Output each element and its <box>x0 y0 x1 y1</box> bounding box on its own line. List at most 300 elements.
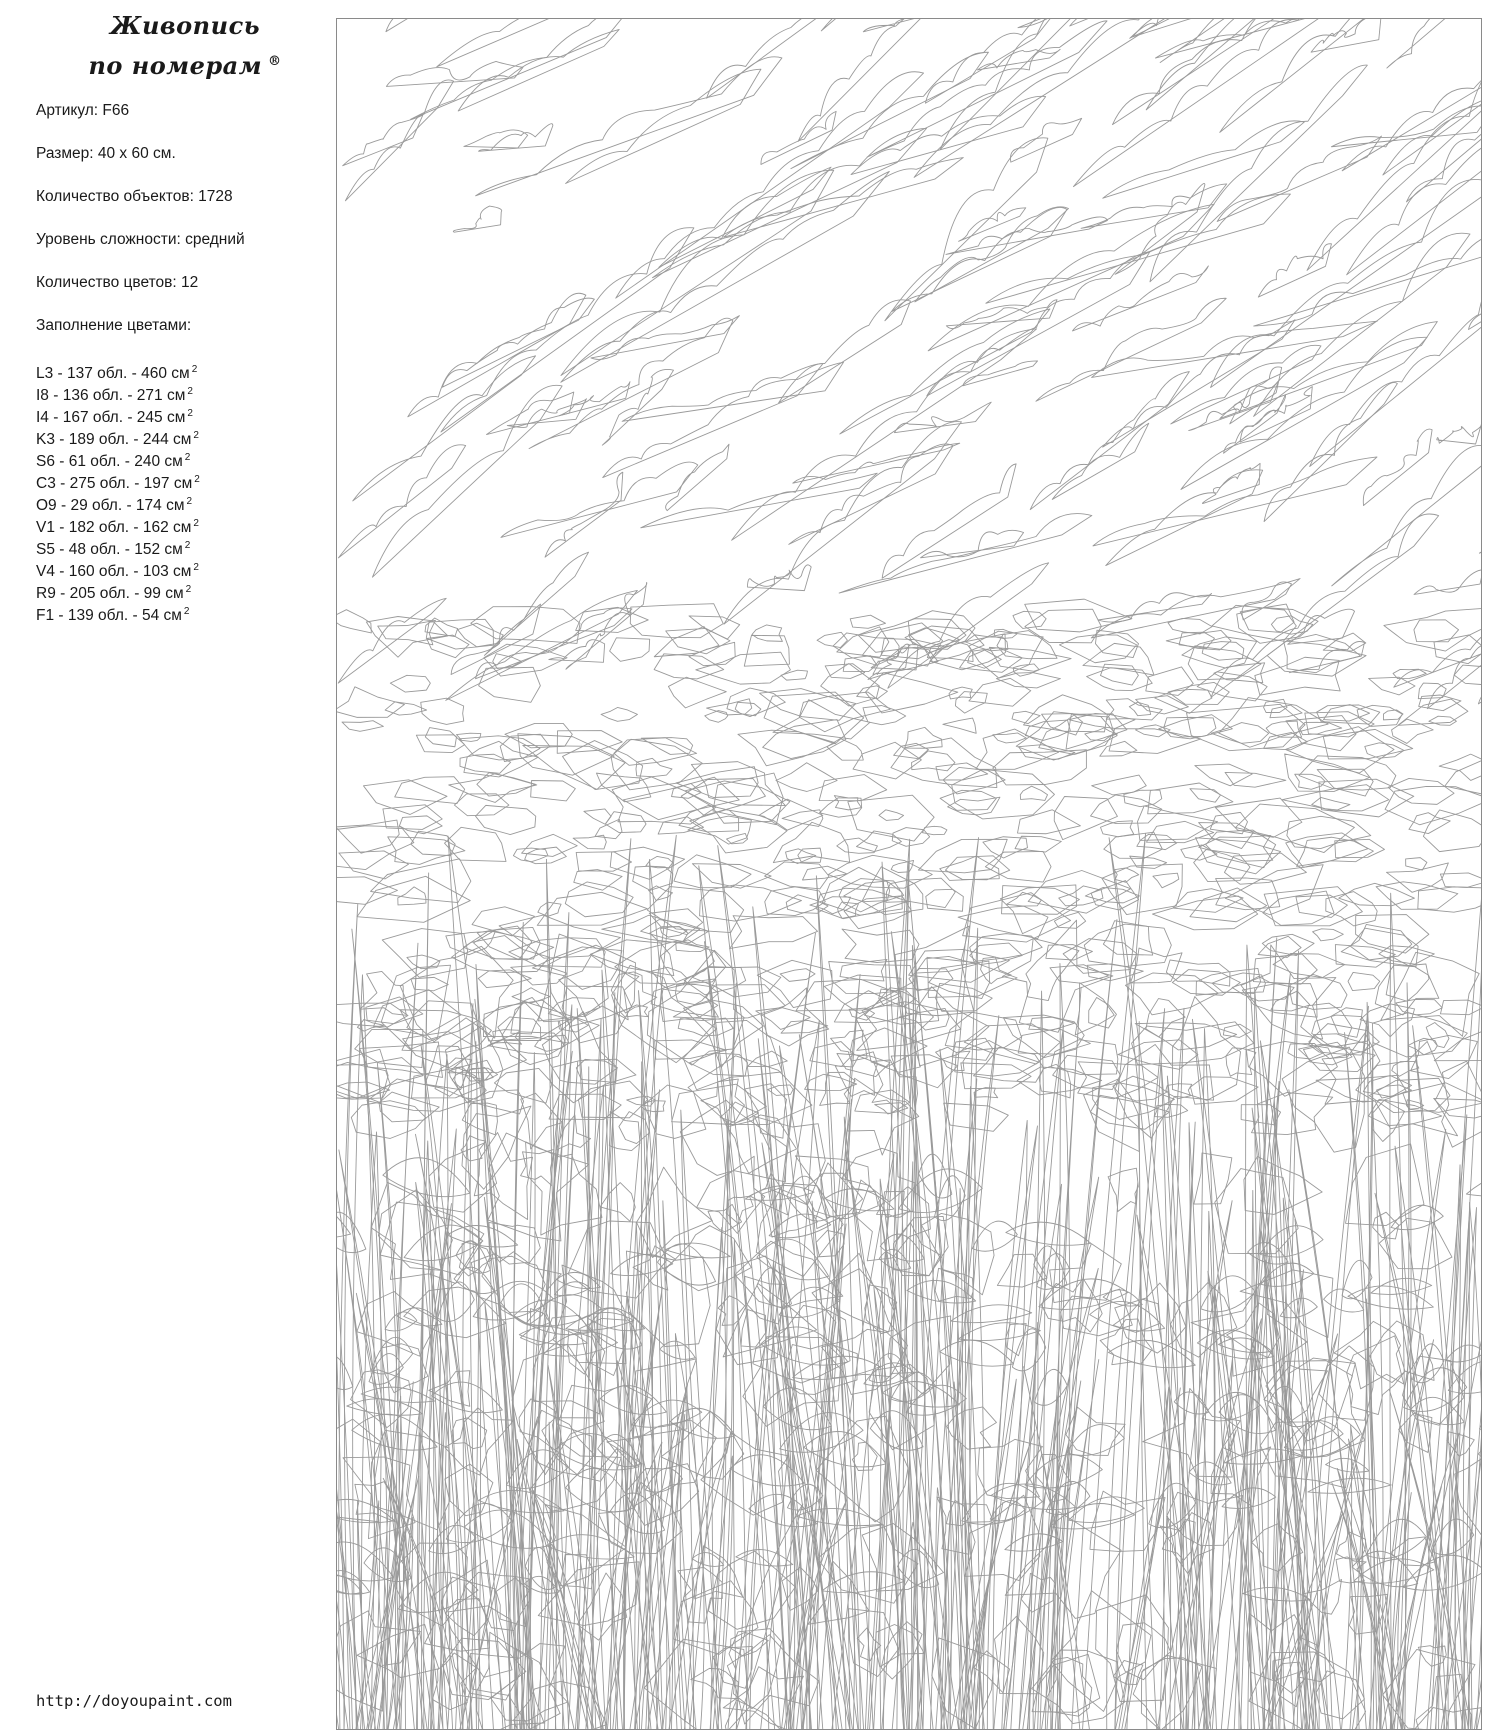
legend-item-sup: 2 <box>184 540 191 551</box>
outline-stroke <box>1466 1173 1481 1197</box>
outline-stroke <box>476 805 536 834</box>
outline-stroke <box>1146 999 1185 1037</box>
website-link[interactable]: http://doyoupaint.com <box>36 1692 232 1710</box>
outline-stroke <box>909 949 1010 982</box>
outline-stroke <box>526 1142 602 1235</box>
outline-stroke <box>601 707 637 721</box>
outline-stroke <box>619 1112 650 1144</box>
outline-stroke <box>1190 888 1267 922</box>
outline-stroke <box>724 422 961 625</box>
outline-stroke <box>342 721 383 732</box>
legend-item-sup: 2 <box>185 584 192 595</box>
legend-item <box>36 469 326 491</box>
outline-stroke <box>360 971 406 1015</box>
outline-stroke <box>360 1042 443 1077</box>
legend-item-text: V4 - 160 обл. - 103 см <box>36 563 192 581</box>
outline-stroke <box>1255 657 1340 695</box>
outline-stroke <box>1224 395 1286 454</box>
outline-stroke <box>337 1003 408 1027</box>
legend-item <box>36 403 326 425</box>
outline-stroke <box>1406 32 1481 202</box>
outline-stroke <box>679 805 739 832</box>
legend-item <box>36 601 326 623</box>
outline-stroke <box>1312 797 1350 810</box>
outline-stroke <box>1018 810 1081 834</box>
outline-stroke <box>915 987 989 1066</box>
outline-stroke <box>1406 858 1427 870</box>
outline-stroke <box>666 628 730 653</box>
outline-stroke <box>1212 973 1265 993</box>
outline-stroke <box>1197 672 1267 701</box>
outline-stroke <box>983 837 1028 858</box>
outline-stroke <box>928 204 1214 351</box>
outline-stroke <box>385 702 427 715</box>
outline-stroke <box>1369 677 1415 695</box>
outline-stroke <box>865 673 957 713</box>
outline-stroke <box>684 983 736 1729</box>
outline-stroke <box>993 1120 1027 1729</box>
legend-item-sup: 2 <box>191 364 198 375</box>
outline-stroke <box>1106 470 1263 566</box>
outline-stroke <box>561 171 890 382</box>
outline-stroke <box>912 751 955 771</box>
registered-mark: ® <box>268 54 282 69</box>
legend-item <box>36 579 326 601</box>
legend-item <box>36 359 326 381</box>
outline-stroke <box>781 670 808 680</box>
outline-stroke <box>1302 1006 1368 1729</box>
outline-stroke <box>773 700 870 739</box>
outline-stroke <box>337 610 371 633</box>
outline-stroke <box>1115 1009 1165 1729</box>
outline-stroke <box>925 19 1053 103</box>
outline-stroke <box>630 604 723 638</box>
outline-stroke <box>1148 783 1233 814</box>
outline-stroke <box>1059 886 1103 906</box>
outline-stroke <box>545 472 623 557</box>
outline-stroke <box>390 675 430 692</box>
outline-stroke <box>779 1287 839 1317</box>
outline-stroke <box>1469 223 1481 330</box>
outline-stroke <box>537 892 647 925</box>
outline-stroke <box>576 607 649 632</box>
outline-stroke <box>915 207 1069 302</box>
outline-stroke <box>1130 19 1297 38</box>
outline-stroke <box>691 1668 738 1698</box>
outline-stroke <box>566 69 761 183</box>
outline-stroke <box>1018 1028 1090 1054</box>
legend-item-text: R9 - 205 обл. - 99 см <box>36 585 184 603</box>
outline-stroke <box>565 882 633 917</box>
outline-stroke <box>915 956 976 973</box>
outline-stroke <box>1073 266 1209 331</box>
outline-stroke <box>549 945 636 1043</box>
outline-stroke <box>411 977 448 990</box>
legend-item <box>36 491 326 513</box>
outline-stroke <box>1010 118 1081 162</box>
outline-stroke <box>948 797 1000 815</box>
outline-stroke <box>1414 1115 1467 1729</box>
outline-stroke <box>1323 633 1366 651</box>
outline-stroke <box>1454 665 1481 685</box>
outline-stroke <box>532 947 622 990</box>
outline-stroke <box>741 1310 766 1347</box>
outline-stroke <box>1155 19 1404 58</box>
outline-stroke <box>441 228 694 432</box>
outline-stroke <box>946 300 1057 329</box>
legend-item-sup: 2 <box>193 518 199 529</box>
outline-stroke <box>1103 320 1295 447</box>
outline-stroke <box>1045 987 1081 1729</box>
outline-stroke <box>894 402 991 433</box>
brand-line-2 <box>60 44 310 84</box>
outline-stroke <box>1388 778 1454 804</box>
outline-stroke <box>1150 65 1367 282</box>
outline-stroke <box>1152 896 1257 930</box>
outline-stroke <box>1437 422 1481 444</box>
outline-stroke <box>395 777 465 804</box>
outline-stroke <box>432 1382 503 1413</box>
size-text: Размер: 40 х 60 см. <box>36 145 176 162</box>
outline-stroke <box>978 1439 1043 1498</box>
legend-item-text: V1 - 182 обл. - 162 см <box>36 519 192 537</box>
outline-stroke <box>487 392 574 434</box>
outline-stroke <box>793 443 960 483</box>
outline-stroke <box>940 19 1140 150</box>
outline-stroke <box>641 738 692 755</box>
outline-stroke <box>1006 1222 1091 1245</box>
outline-stroke <box>386 19 528 32</box>
outline-stroke <box>765 862 829 889</box>
outline-stroke <box>1187 704 1305 750</box>
outline-stroke <box>1363 429 1432 505</box>
outline-stroke <box>850 615 885 628</box>
outline-stroke <box>574 870 622 891</box>
outline-stroke <box>891 860 913 872</box>
legend-item <box>36 447 326 469</box>
outline-stroke <box>692 864 771 888</box>
outline-stroke <box>1258 936 1301 957</box>
outline-stroke <box>977 49 1060 70</box>
outline-stroke <box>819 775 887 801</box>
outline-stroke <box>1211 131 1481 388</box>
outline-stroke <box>1167 1492 1243 1545</box>
outline-stroke <box>1384 608 1481 651</box>
outline-canvas <box>336 18 1482 1730</box>
outline-stroke <box>461 1136 486 1161</box>
outline-stroke <box>1251 1190 1265 1729</box>
outline-stroke <box>1114 868 1138 882</box>
outline-stroke <box>886 878 955 907</box>
outline-stroke <box>531 781 576 801</box>
outline-stroke <box>454 794 509 816</box>
outline-stroke <box>1100 741 1137 756</box>
outline-stroke <box>738 730 836 766</box>
outline-stroke <box>696 652 791 684</box>
outline-stroke <box>553 1265 626 1364</box>
outline-stroke <box>936 763 988 780</box>
outline-stroke <box>922 826 946 834</box>
outline-stroke <box>343 113 424 166</box>
outline-stroke <box>946 217 1108 255</box>
outline-stroke <box>1220 19 1463 132</box>
outline-stroke <box>891 1372 935 1401</box>
outline-stroke <box>458 29 619 111</box>
legend-item <box>36 513 326 535</box>
outline-stroke <box>821 19 941 31</box>
outline-stroke <box>952 769 1055 819</box>
outline-stroke <box>949 687 972 699</box>
outline-stroke <box>974 1088 998 1098</box>
outline-stroke <box>1254 231 1481 326</box>
outline-stroke <box>828 855 932 888</box>
outline-stroke <box>1478 648 1481 704</box>
outline-stroke <box>398 887 426 905</box>
outline-stroke <box>1036 298 1226 401</box>
outline-stroke <box>1115 1045 1214 1139</box>
outline-stroke <box>345 80 453 201</box>
outline-stroke <box>1331 106 1481 147</box>
outline-stroke <box>1195 764 1252 786</box>
outline-stroke <box>1386 863 1448 892</box>
outline-stroke <box>1092 321 1378 377</box>
outline-stroke <box>1108 1168 1138 1211</box>
legend-item <box>36 535 326 557</box>
outline-stroke <box>744 635 789 666</box>
outline-stroke <box>603 364 823 478</box>
outline-stroke <box>1090 795 1161 823</box>
outline-stroke <box>1392 1062 1419 1077</box>
legend-item-text: L3 - 137 обл. - 460 см <box>36 365 190 383</box>
outline-stroke <box>507 399 586 428</box>
outline-stroke <box>610 638 650 662</box>
outline-stroke <box>1168 618 1212 634</box>
objects-count-text: Количество объектов: 1728 <box>36 188 233 205</box>
outline-stroke <box>1434 635 1481 664</box>
outline-stroke <box>905 727 943 748</box>
outline-stroke <box>1202 642 1244 661</box>
outline-stroke <box>1136 696 1189 714</box>
legend-item-sup: 2 <box>194 474 200 485</box>
outline-stroke <box>512 988 550 1003</box>
legend-item-text: O9 - 29 обл. - 174 см <box>36 497 185 515</box>
legend-item-text: I4 - 167 обл. - 245 см <box>36 409 186 427</box>
outline-stroke <box>1194 1153 1232 1204</box>
outline-stroke <box>1310 267 1481 467</box>
outline-stroke <box>479 667 541 702</box>
legend-item-text: C3 - 275 обл. - 197 см <box>36 475 193 493</box>
outline-stroke <box>636 758 672 776</box>
outline-stroke <box>1052 423 1149 499</box>
outline-stroke <box>451 604 540 674</box>
outline-stroke <box>1160 19 1325 63</box>
outline-stroke <box>747 565 811 591</box>
outline-stroke <box>596 773 650 802</box>
outline-stroke <box>1387 19 1481 68</box>
outline-stroke <box>1109 729 1201 754</box>
outline-stroke <box>437 19 721 67</box>
outline-stroke <box>337 1499 395 1522</box>
legend-item-sup: 2 <box>184 452 191 463</box>
legend-item-text: S6 - 61 обл. - 240 см <box>36 453 183 471</box>
outline-stroke <box>659 167 831 267</box>
outline-stroke <box>1348 972 1380 990</box>
legend-item-text: S5 - 48 обл. - 152 см <box>36 541 183 559</box>
legend-item-sup: 2 <box>193 562 199 573</box>
outline-stroke <box>1106 699 1162 720</box>
outline-stroke <box>1347 140 1481 275</box>
outline-stroke <box>1323 729 1412 759</box>
outline-stroke <box>1102 864 1182 915</box>
outline-stroke <box>373 990 461 1035</box>
outline-stroke <box>501 462 698 537</box>
outline-stroke <box>1025 609 1101 643</box>
outline-stroke <box>857 686 888 699</box>
outline-stroke <box>426 619 493 649</box>
outline-stroke <box>1012 1329 1045 1371</box>
outline-stroke <box>817 632 847 647</box>
legend-item-sup: 2 <box>183 606 190 617</box>
outline-stroke <box>1133 19 1411 37</box>
outline-stroke <box>986 194 1291 303</box>
outline-stroke <box>654 654 724 679</box>
outline-stroke <box>351 1101 425 1139</box>
outline-stroke <box>1190 789 1221 802</box>
outline-stroke <box>458 623 504 647</box>
outline-stroke <box>1188 646 1261 680</box>
article-text: Артикул: F66 <box>36 102 130 119</box>
outline-stroke <box>816 888 908 918</box>
outline-stroke <box>416 735 464 753</box>
outline-stroke <box>353 356 536 501</box>
outline-stroke <box>372 385 562 577</box>
outline-stroke <box>1439 754 1481 780</box>
outline-stroke <box>1225 772 1286 787</box>
outline-stroke <box>1202 463 1260 503</box>
outline-stroke <box>752 625 782 641</box>
outline-stroke <box>476 57 782 196</box>
outline-stroke <box>909 628 960 648</box>
legend-item <box>36 557 326 579</box>
outline-stroke <box>641 473 877 528</box>
outline-stroke <box>337 877 397 905</box>
legend-item-sup: 2 <box>187 408 193 419</box>
outline-stroke <box>1313 929 1344 941</box>
outline-stroke <box>1087 668 1153 691</box>
legend-item-sup: 2 <box>187 386 193 397</box>
outline-stroke <box>879 810 904 821</box>
outline-stroke <box>730 916 818 949</box>
outline-stroke <box>339 851 409 879</box>
outline-stroke <box>863 19 1036 32</box>
outline-stroke <box>1258 244 1331 297</box>
outline-stroke <box>688 816 751 844</box>
outline-stroke <box>1069 713 1135 728</box>
outline-stroke <box>668 677 726 708</box>
outline-stroke <box>521 1149 554 1185</box>
outline-stroke <box>1153 873 1179 888</box>
outline-stroke <box>926 889 964 911</box>
outline-stroke <box>425 728 456 747</box>
outline-stroke <box>798 19 951 141</box>
outline-stroke <box>940 856 999 880</box>
outline-stroke <box>1093 457 1377 546</box>
outline-stroke <box>666 444 729 510</box>
outline-stroke <box>1426 1023 1449 1048</box>
outline-stroke <box>851 96 1046 174</box>
outline-stroke <box>622 362 843 421</box>
outline-stroke <box>522 834 578 856</box>
outline-stroke <box>385 1312 417 1331</box>
outline-stroke <box>386 61 523 86</box>
outline-stroke <box>1069 1497 1145 1523</box>
outline-stroke <box>363 780 447 815</box>
outline-stroke <box>1262 934 1314 955</box>
outline-stroke <box>761 1188 817 1237</box>
outline-stroke <box>403 1032 480 1068</box>
legend-item <box>36 381 326 403</box>
outline-stroke <box>561 170 834 375</box>
outline-stroke <box>914 19 1214 177</box>
outline-stroke <box>1440 873 1481 887</box>
outline-stroke <box>1375 1193 1455 1729</box>
fill-heading: Заполнение цветами: <box>36 317 192 334</box>
brand-logo <box>60 8 310 84</box>
outline-stroke <box>1029 1017 1075 1030</box>
outline-stroke <box>1414 570 1481 595</box>
outline-stroke <box>1479 453 1481 553</box>
outline-stroke <box>1217 136 1381 221</box>
outline-stroke <box>1331 1008 1362 1038</box>
outline-stroke <box>943 718 976 733</box>
outline-stroke <box>1003 1015 1084 1058</box>
outline-stroke <box>559 955 639 1020</box>
outline-stroke <box>338 598 446 683</box>
outline-stroke <box>568 1221 667 1298</box>
outline-stroke <box>1253 954 1317 984</box>
outline-stroke <box>1054 796 1117 839</box>
outline-stroke <box>371 859 471 903</box>
outline-stroke <box>789 444 953 544</box>
difficulty-text: Уровень сложности: средний <box>36 231 245 248</box>
outline-stroke <box>882 464 1016 578</box>
outline-stroke <box>337 826 414 870</box>
outline-stroke <box>1143 1388 1240 1477</box>
outline-stroke <box>1212 605 1296 641</box>
product-info <box>36 100 326 358</box>
brand-line-1: Живопись <box>109 11 261 40</box>
legend-item-sup: 2 <box>186 496 193 507</box>
brand-line-2-text: по номерам <box>88 51 263 80</box>
outline-stroke <box>1342 1260 1372 1298</box>
outline-stroke <box>1347 1336 1405 1415</box>
outline-stroke <box>1103 121 1305 198</box>
outline-stroke <box>513 848 548 862</box>
legend-item-text: I8 - 136 обл. - 271 см <box>36 387 186 405</box>
colors-count-text: Количество цветов: 12 <box>36 274 199 291</box>
outline-stroke <box>839 514 1092 593</box>
outline-stroke <box>1270 705 1302 718</box>
legend-item-text: F1 - 139 обл. - 54 см <box>36 607 182 625</box>
outline-stroke <box>1092 775 1147 795</box>
outline-stroke <box>689 616 740 639</box>
color-legend <box>36 359 326 623</box>
legend-item-text: K3 - 189 обл. - 244 см <box>36 431 192 449</box>
outline-stroke <box>1423 810 1481 852</box>
outline-stroke <box>421 698 464 724</box>
outline-stroke <box>1042 714 1083 735</box>
outline-stroke <box>1317 769 1373 796</box>
